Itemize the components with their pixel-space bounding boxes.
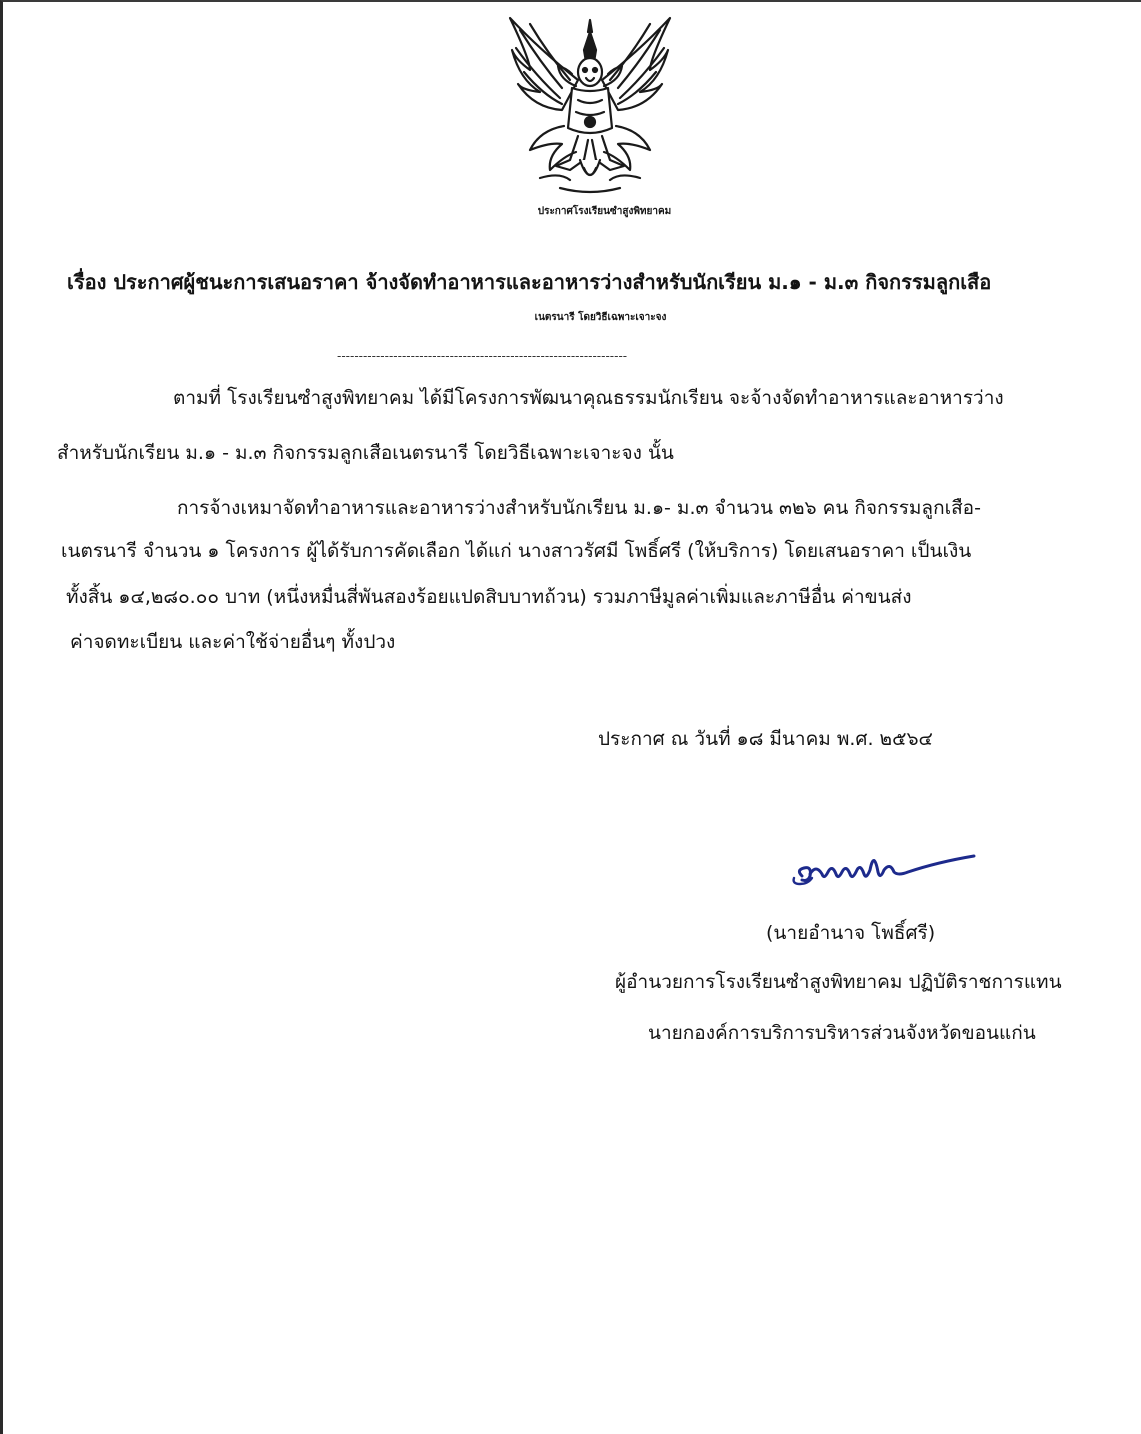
paragraph-2-line-4: ค่าจดทะเบียน และค่าใช้จ่ายอื่นๆ ทั้งปวง [70,631,396,653]
document-title: ประกาศโรงเรียนซำสูงพิทยาคม [537,206,672,217]
document-subject-continued: เนตรนารี โดยวิธีเฉพาะเจาะจง [534,312,667,323]
paragraph-2-line-2: เนตรนารี จำนวน ๑ โครงการ ผู้ได้รับการคัดเลือก ได้แก่ นางสาวรัศมี โพธิ์ศรี (ให้บริการ) โดยเสนอราคา เป็นเงิน [61,540,972,562]
announcement-date: ประกาศ ณ วันที่ ๑๘ มีนาคม พ.ศ. ๒๕๖๔ [598,728,933,750]
header-divider: ------------------------------------------------------------------- [337,349,628,363]
signatory-position-line-1: ผู้อำนวยการโรงเรียนซำสูงพิทยาคม ปฏิบัติราชการแทน [615,971,1062,993]
handwritten-signature [788,842,978,892]
garuda-emblem-icon [500,10,680,196]
paragraph-1-line-2: สำหรับนักเรียน ม.๑ - ม.๓ กิจกรรมลูกเสือเนตรนารี โดยวิธีเฉพาะเจาะจง นั้น [57,442,674,464]
document-subject: เรื่อง ประกาศผู้ชนะการเสนอราคา จ้างจัดทำอาหารและอาหารว่างสำหรับนักเรียน ม.๑ - ม.๓ กิจกรรมลูกเสือ [67,270,992,294]
paragraph-2-line-1: การจ้างเหมาจัดทำอาหารและอาหารว่างสำหรับนักเรียน ม.๑- ม.๓ จำนวน ๓๒๖ คน กิจกรรมลูกเสือ- [177,497,981,519]
signatory-name: (นายอำนาจ โพธิ์ศรี) [766,922,936,944]
signatory-position-line-2: นายกองค์การบริการบริหารส่วนจังหวัดขอนแก่น [648,1022,1036,1044]
paragraph-1-line-1: ตามที่ โรงเรียนซำสูงพิทยาคม ได้มีโครงการพัฒนาคุณธรรมนักเรียน จะจ้างจัดทำอาหารและอาหารว่าง [173,387,1004,409]
paragraph-2-line-3: ทั้งสิ้น ๑๔,๒๘๐.๐๐ บาท (หนึ่งหมื่นสี่พันสองร้อยแปดสิบบาทถ้วน) รวมภาษีมูลค่าเพิ่มและภาษีอื่น ค่าขนส่ง [66,586,912,608]
